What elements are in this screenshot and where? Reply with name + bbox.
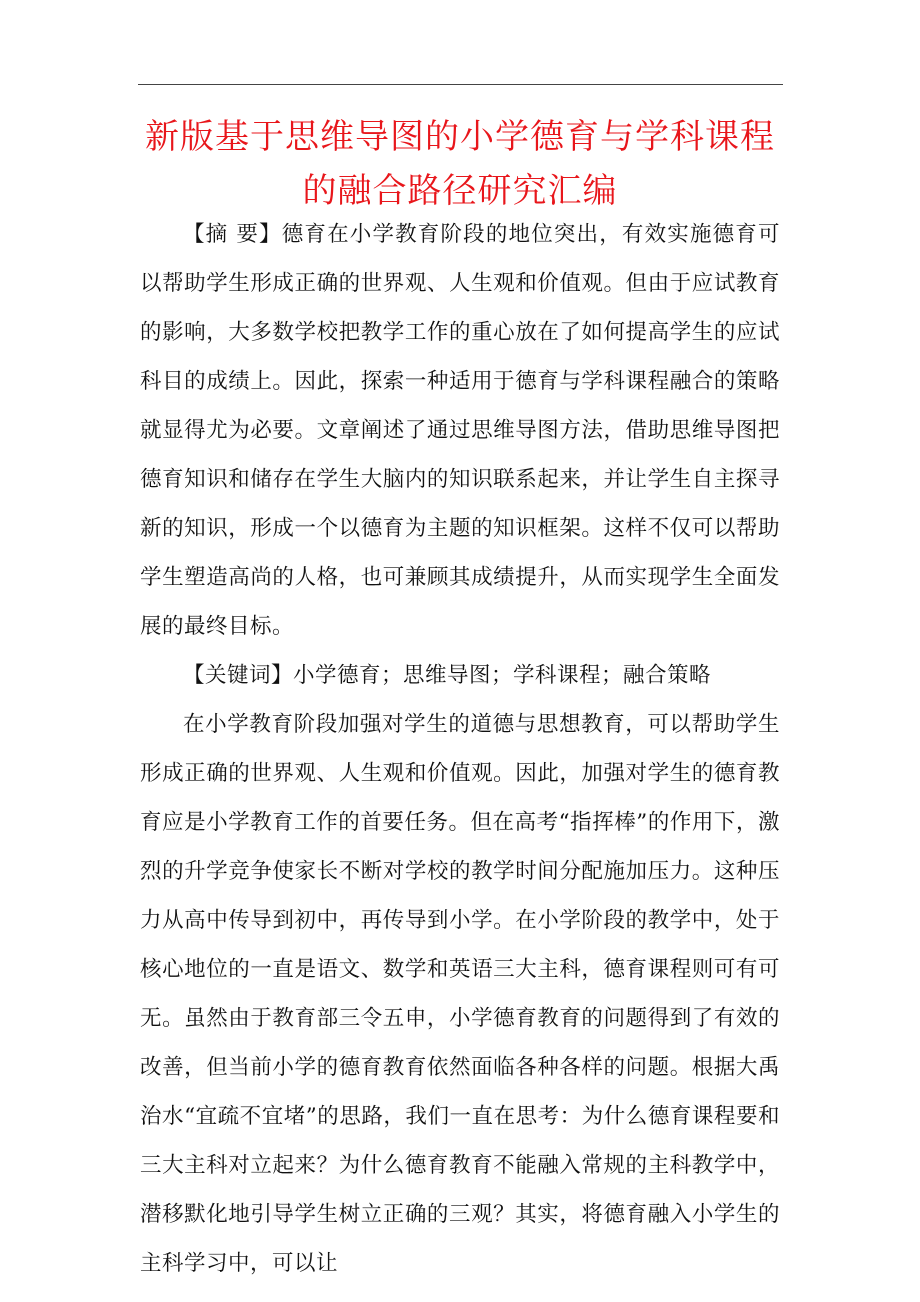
abstract-paragraph <box>140 210 780 651</box>
title-line-1: 新版基于思维导图的小学德育与学科课程 <box>145 117 775 157</box>
keywords-text: 小学德育；思维导图；学科课程；融合策略 <box>293 663 712 688</box>
keywords-paragraph <box>140 651 780 700</box>
title-line-2: 的融合路径研究汇编 <box>302 171 618 211</box>
header-rule <box>138 84 783 85</box>
body-paragraph: 在小学教育阶段加强对学生的道德与思想教育，可以帮助学生形成正确的世界观、人生观和价值观。因此，加强对学生的德育教育应是小学教育工作的首要任务。但在高考“指挥棒”的作用下，激烈的升学竞争使家长不断对学校的教学时间分配施加压力。这种压力从高中传导到初中，再传导到小学。在小学阶段的教学中，处于核心地位的一直是语文、数学和英语三大主科，德育课程则可有可无。虽然由于教育部三令五申，小学德育教育的问题得到了有效的改善，但当前小学的德育教育依然面临各种各样的问题。根据大禹治水“宜疏不宜堵”的思路，我们一直在思考：为什么德育课程要和三大主科对立起来？为什么德育教育不能融入常规的主科教学中，潜移默化地引导学生树立正确的三观？其实，将德育融入小学生的主科学习中，可以让 <box>140 712 780 1276</box>
keywords-label: 【关键词】 <box>183 663 294 688</box>
document-title <box>140 110 780 218</box>
document-body <box>140 210 780 1288</box>
abstract-text: 德育在小学教育阶段的地位突出，有效实施德育可以帮助学生形成正确的世界观、人生观和价值观。但由于应试教育的影响，大多数学校把教学工作的重心放在了如何提高学生的应试科目的成绩上。因此，探索一种适用于德育与学科课程融合的策略就显得尤为必要。文章阐述了通过思维导图方法，借助思维导图把德育知识和储存在学生大脑内的知识联系起来，并让学生自主探寻新的知识，形成一个以德育为主题的知识框架。这样不仅可以帮助学生塑造高尚的人格，也可兼顾其成绩提升，从而实现学生全面发展的最终目标。 <box>140 222 780 639</box>
abstract-label: 【摘 要】 <box>183 222 282 247</box>
